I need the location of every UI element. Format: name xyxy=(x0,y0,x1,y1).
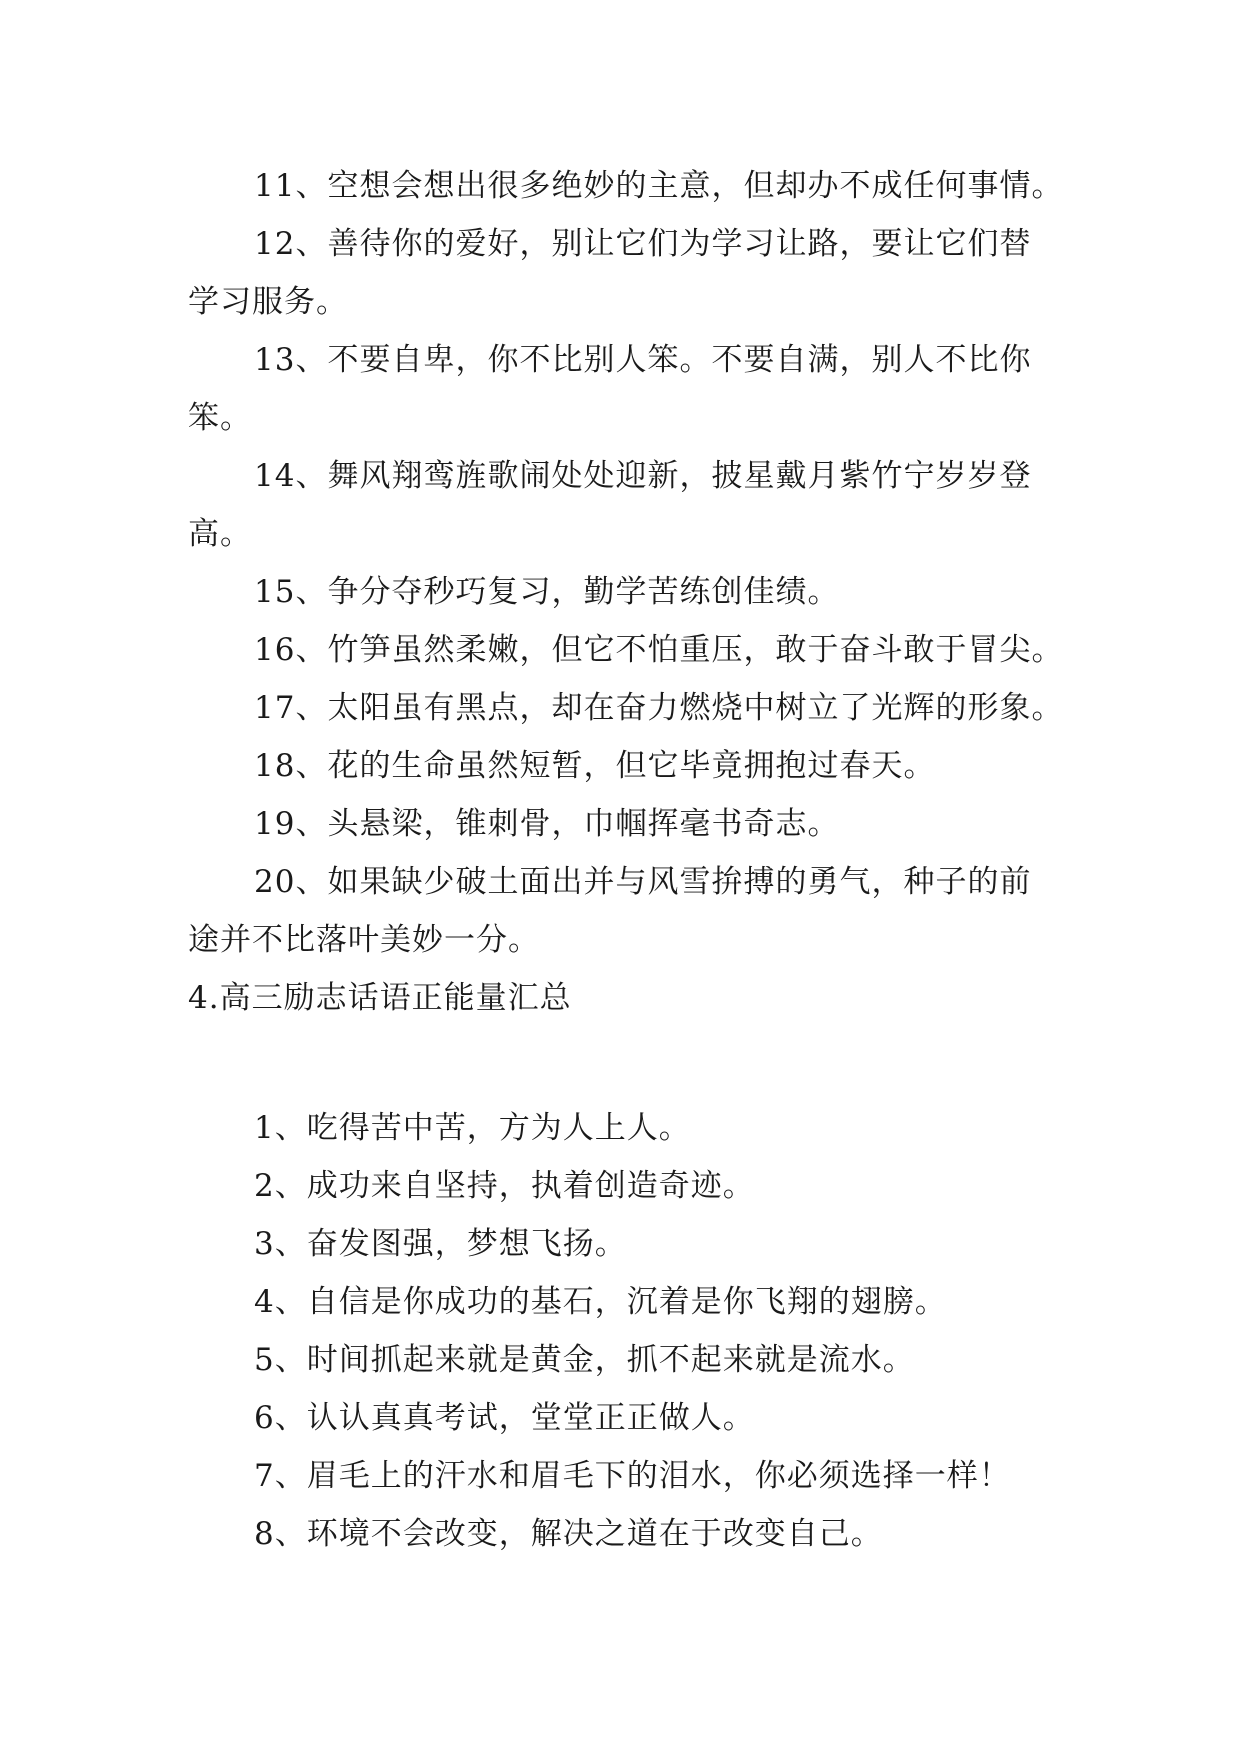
list-item: 8、环境不会改变，解决之道在于改变自己。 xyxy=(254,1516,883,1552)
spacer xyxy=(188,1027,1058,1099)
list-item: 11、空想会想出很多绝妙的主意，但却办不成任何事情。 xyxy=(254,168,1064,204)
list-item: 17、太阳虽有黑点，却在奋力燃烧中树立了光辉的形象。 xyxy=(254,690,1064,726)
list-item: 20、如果缺少破土面出并与风雪拚搏的勇气，种子的前途并不比落叶美妙一分。 xyxy=(188,864,1032,958)
list-item: 6、认认真真考试，堂堂正正做人。 xyxy=(254,1400,755,1436)
list-item: 4、自信是你成功的基石，沉着是你飞翔的翅膀。 xyxy=(254,1284,947,1320)
list-item: 14、舞风翔鸾旌歌闹处处迎新，披星戴月紫竹宁岁岁登高。 xyxy=(188,458,1032,552)
list-item: 7、眉毛上的汗水和眉毛下的泪水，你必须选择一样！ xyxy=(254,1458,1011,1494)
list-item: 13、不要自卑，你不比别人笨。不要自满，别人不比你笨。 xyxy=(188,342,1032,436)
document-body xyxy=(188,157,1064,1563)
list-item: 16、竹笋虽然柔嫩，但它不怕重压，敢于奋斗敢于冒尖。 xyxy=(254,632,1064,668)
list-item: 1、吃得苦中苦，方为人上人。 xyxy=(254,1110,691,1146)
section-heading: 4.高三励志话语正能量汇总 xyxy=(188,980,572,1016)
list-item: 5、时间抓起来就是黄金，抓不起来就是流水。 xyxy=(254,1342,915,1378)
list-item: 3、奋发图强，梦想飞扬。 xyxy=(254,1226,627,1262)
list-item: 2、成功来自坚持，执着创造奇迹。 xyxy=(254,1168,755,1204)
list-item: 12、善待你的爱好，别让它们为学习让路，要让它们替学习服务。 xyxy=(188,226,1032,320)
list-item: 18、花的生命虽然短暂，但它毕竟拥抱过春天。 xyxy=(254,748,936,784)
list-item: 19、头悬梁，锥刺骨，巾帼挥毫书奇志。 xyxy=(254,806,840,842)
list-item: 15、争分夺秒巧复习，勤学苦练创佳绩。 xyxy=(254,574,840,610)
